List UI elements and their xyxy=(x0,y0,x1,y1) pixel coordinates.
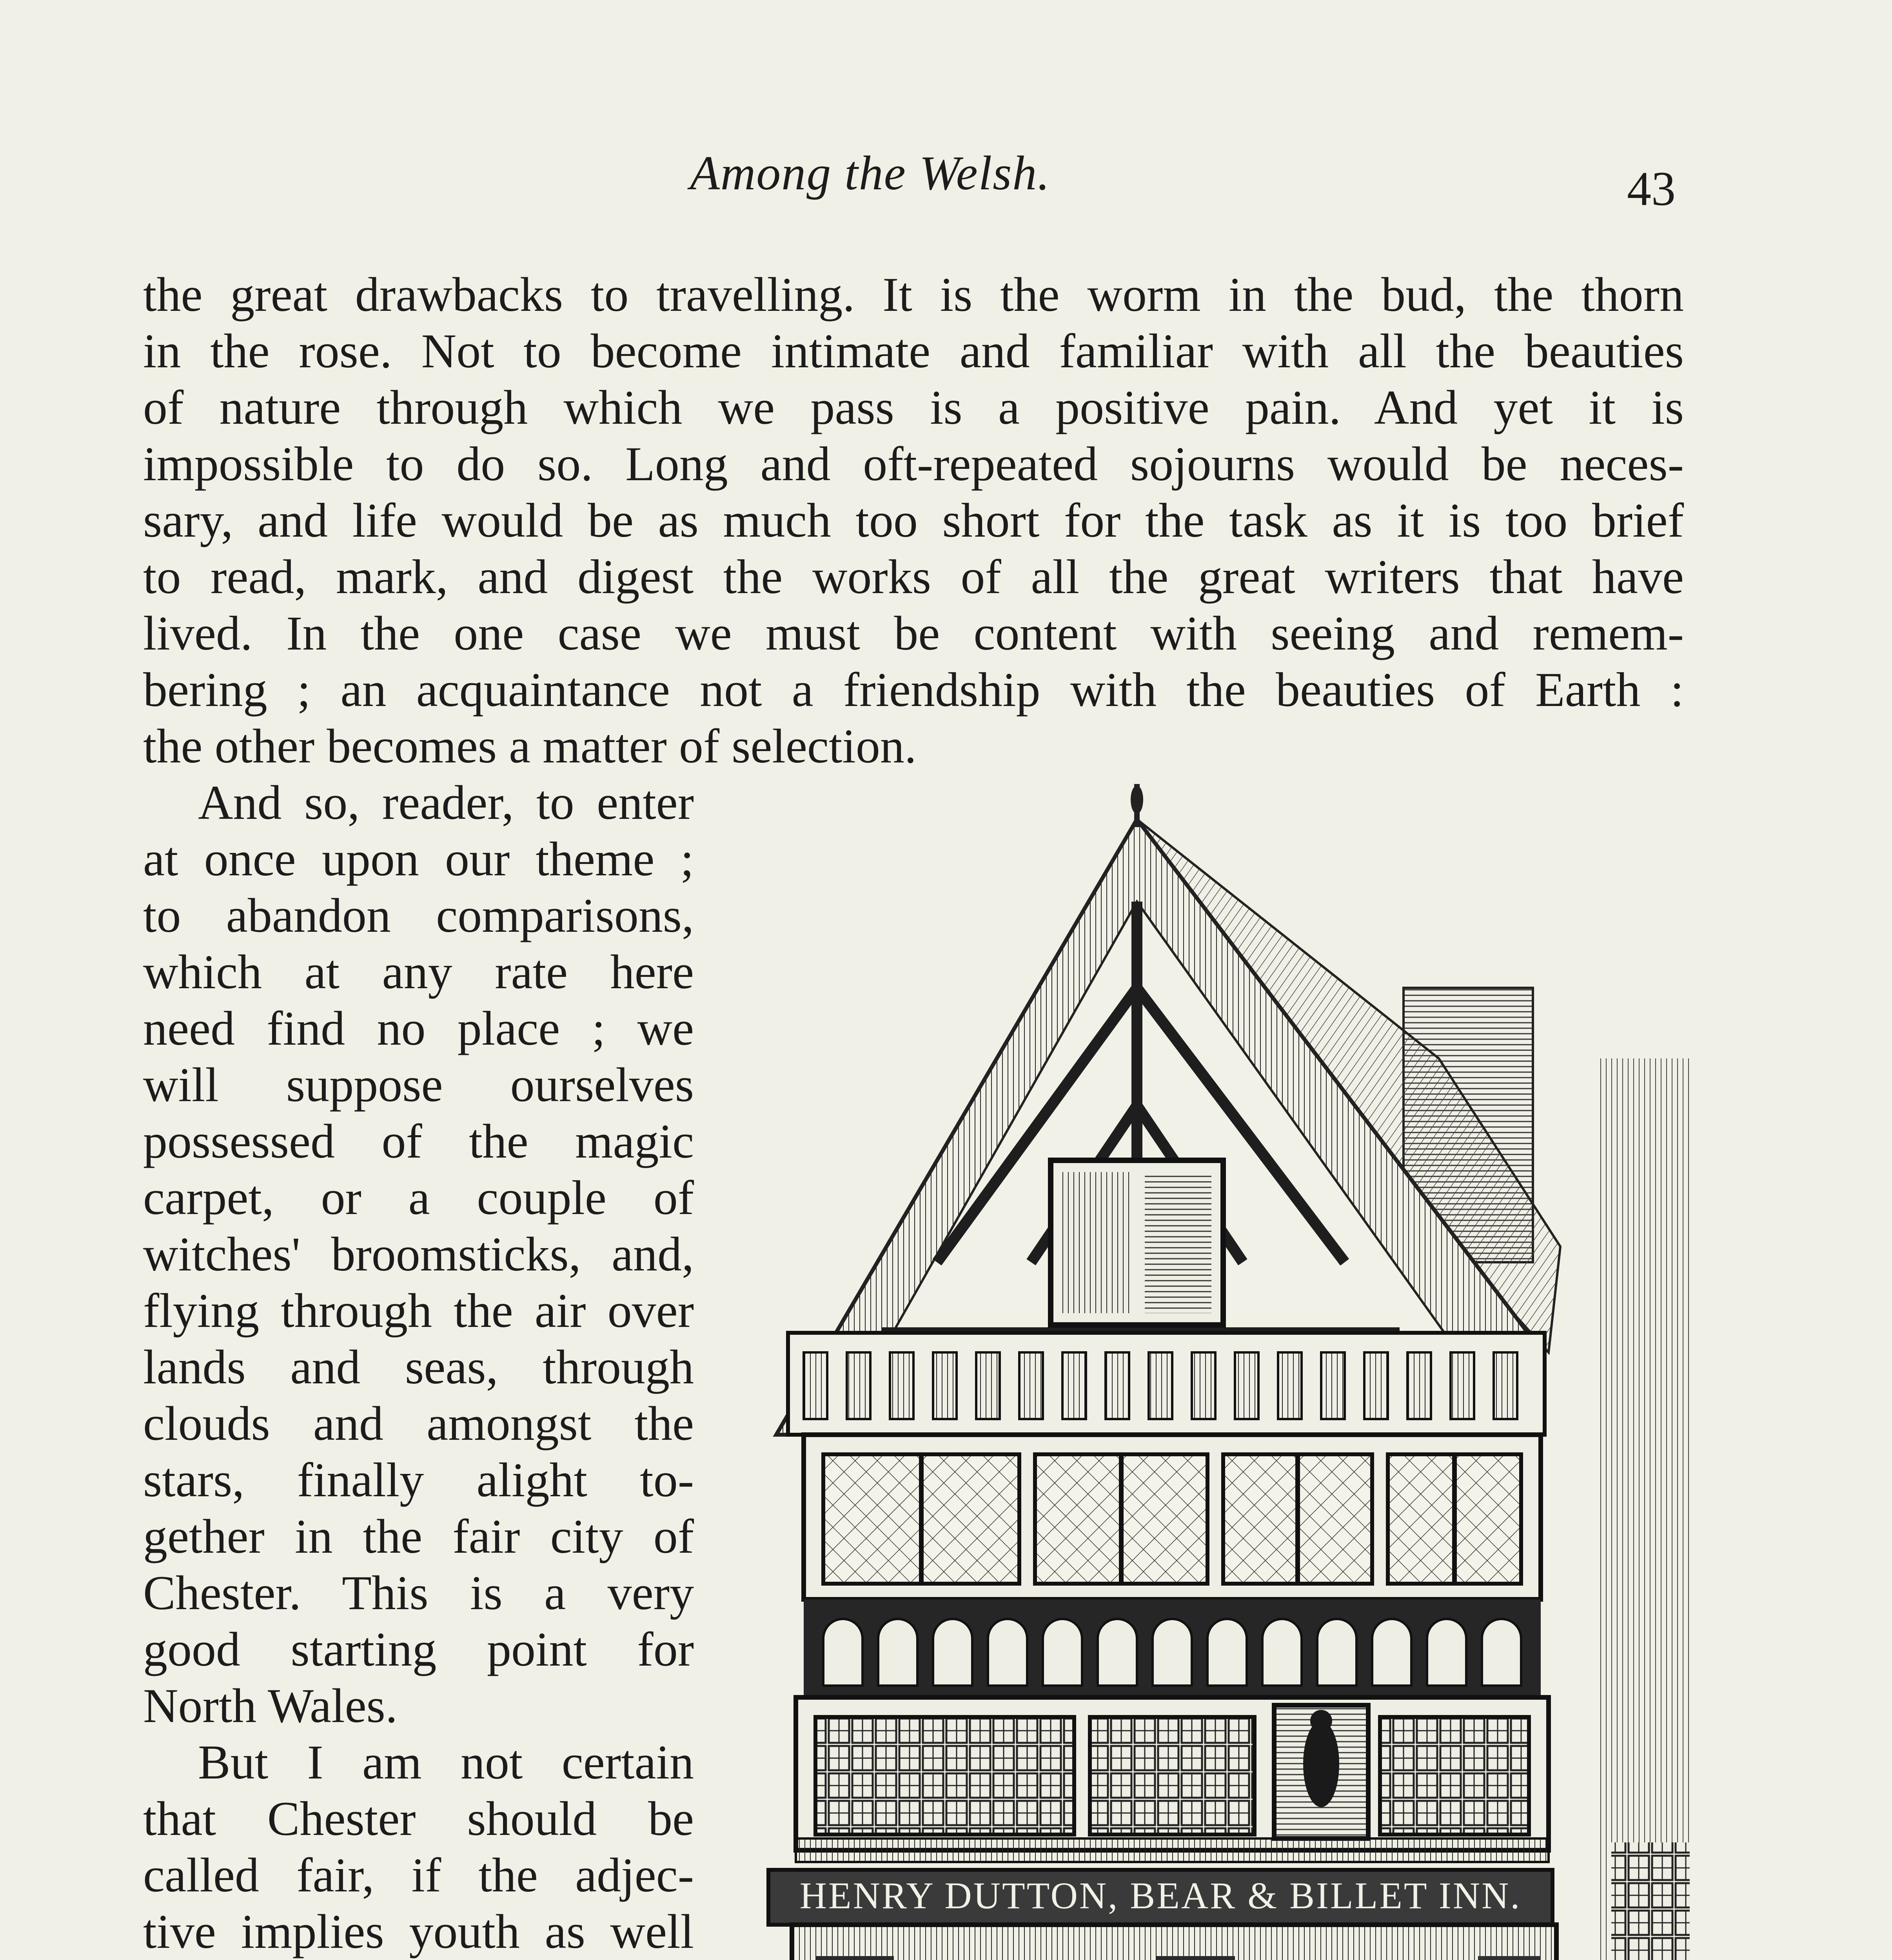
text-line: impossible to do so. Long and oft-repeated sojourns would be neces- xyxy=(143,437,1684,491)
text-line: clouds and amongst the xyxy=(143,1397,694,1450)
text-line: gether in the fair city of xyxy=(143,1510,694,1563)
text-line: sary, and life would be as much too short for the task as it is too brief xyxy=(143,494,1684,547)
text-line: good starting point for xyxy=(143,1622,694,1676)
text-line: North Wales. xyxy=(143,1679,398,1733)
text-line: which at any rate here xyxy=(143,945,694,999)
text-line: witches' broomsticks, and, xyxy=(143,1227,694,1281)
text-line: tive implies youth as well xyxy=(143,1905,694,1958)
text-line: at once upon our theme ; xyxy=(143,832,694,886)
text-line: in the rose. Not to become intimate and familiar with all the beauties xyxy=(143,324,1684,378)
text-line: lived. In the one case we must be content with seeing and remem- xyxy=(143,606,1684,660)
inn-engraving xyxy=(733,784,1690,1960)
text-line: the other becomes a matter of selection. xyxy=(143,719,917,773)
top-paragraph xyxy=(143,267,1684,775)
text-line: But I am not certain xyxy=(198,1735,694,1789)
text-line: the great drawbacks to travelling. It is the worm in the bud, the thorn xyxy=(143,268,1684,321)
inn-sign-text: HENRY DUTTON, BEAR & BILLET INN. xyxy=(799,1875,1522,1916)
text-line: Chester. This is a very xyxy=(143,1566,694,1620)
text-line: bering ; an acquaintance not a friendship with the beauties of Earth : xyxy=(143,663,1684,717)
text-line: carpet, or a couple of xyxy=(143,1171,694,1225)
text-line: will suppose ourselves xyxy=(143,1058,694,1112)
text-line: possessed of the magic xyxy=(143,1114,694,1168)
text-line: stars, finally alight to- xyxy=(143,1453,694,1507)
text-line: of nature through which we pass is a positive pain. And yet it is xyxy=(143,381,1684,434)
text-line: And so, reader, to enter xyxy=(198,776,694,829)
text-line: to abandon comparisons, xyxy=(143,889,694,942)
inn-illustration xyxy=(733,784,1690,1960)
text-line: flying through the air over xyxy=(143,1284,694,1338)
text-line: to read, mark, and digest the works of all the great writers that have xyxy=(143,550,1684,604)
running-header-title: Among the Welsh. xyxy=(690,146,1051,200)
left-column-paragraph-2 xyxy=(143,1734,694,1960)
page-number: 43 xyxy=(1627,162,1676,216)
text-line: lands and seas, through xyxy=(143,1340,694,1394)
left-column-paragraph-1 xyxy=(143,775,694,1734)
text-line: called fair, if the adjec- xyxy=(143,1848,694,1902)
text-line: need find no place ; we xyxy=(143,1002,694,1055)
text-line: that Chester should be xyxy=(143,1792,694,1846)
